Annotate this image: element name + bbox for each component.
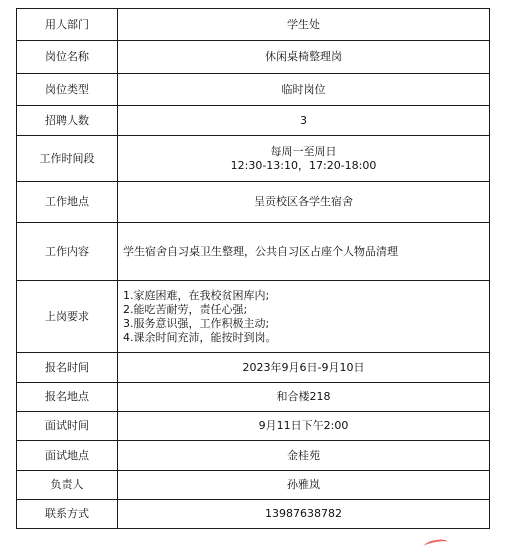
row-label-work-hours: 工作时间段 [17, 136, 118, 182]
row-value-headcount: 3 [118, 106, 490, 136]
table-row [17, 281, 490, 353]
row-label-interview-time: 面试时间 [17, 412, 118, 441]
red-stamp-mark [423, 538, 448, 550]
table-row [17, 106, 490, 136]
table-row [17, 441, 490, 471]
job-posting-table [16, 8, 490, 529]
table-row [17, 41, 490, 74]
table-row [17, 353, 490, 383]
work-hours-line: 12:30-13:10，17:20-18:00 [230, 158, 377, 172]
table-row [17, 412, 490, 441]
row-label-contact: 联系方式 [17, 500, 118, 529]
row-value-interview-time: 9月11日下午2:00 [118, 412, 490, 441]
row-value-location: 呈贡校区各学生宿舍 [118, 182, 490, 223]
row-value-interview-place: 金桂苑 [118, 441, 490, 471]
requirement-item: 4.课余时间充沛，能按时到岗。 [123, 330, 277, 344]
row-value-apply-time: 2023年9月6日-9月10日 [118, 353, 490, 383]
row-label-position-type: 岗位类型 [17, 74, 118, 106]
row-label-requirements: 上岗要求 [17, 281, 118, 353]
row-label-department: 用人部门 [17, 9, 118, 41]
row-label-job-content: 工作内容 [17, 223, 118, 281]
table-row [17, 471, 490, 500]
requirement-item: 3.服务意识强，工作积极主动; [123, 316, 270, 330]
row-value-work-hours [118, 136, 490, 182]
row-label-position-name: 岗位名称 [17, 41, 118, 74]
row-label-apply-time: 报名时间 [17, 353, 118, 383]
row-value-apply-place: 和合楼218 [118, 383, 490, 412]
row-value-job-content: 学生宿舍自习桌卫生整理，公共自习区占座个人物品清理 [118, 223, 490, 281]
table-row [17, 500, 490, 529]
row-label-location: 工作地点 [17, 182, 118, 223]
row-value-contact: 13987638782 [118, 500, 490, 529]
table-row [17, 383, 490, 412]
table-row [17, 223, 490, 281]
row-value-position-type: 临时岗位 [118, 74, 490, 106]
table-row [17, 182, 490, 223]
row-label-headcount: 招聘人数 [17, 106, 118, 136]
work-hours-line: 每周一至周日 [270, 144, 337, 158]
requirement-item: 2.能吃苦耐劳，责任心强; [123, 302, 248, 316]
row-value-person-in-charge: 孙雅岚 [118, 471, 490, 500]
table-row [17, 74, 490, 106]
table-row [17, 9, 490, 41]
row-value-department: 学生处 [118, 9, 490, 41]
row-value-position-name: 休闲桌椅整理岗 [118, 41, 490, 74]
row-label-person-in-charge: 负责人 [17, 471, 118, 500]
requirement-item: 1.家庭困难，在我校贫困库内; [123, 288, 270, 302]
row-label-apply-place: 报名地点 [17, 383, 118, 412]
row-value-requirements [118, 281, 490, 353]
row-label-interview-place: 面试地点 [17, 441, 118, 471]
table-row [17, 136, 490, 182]
